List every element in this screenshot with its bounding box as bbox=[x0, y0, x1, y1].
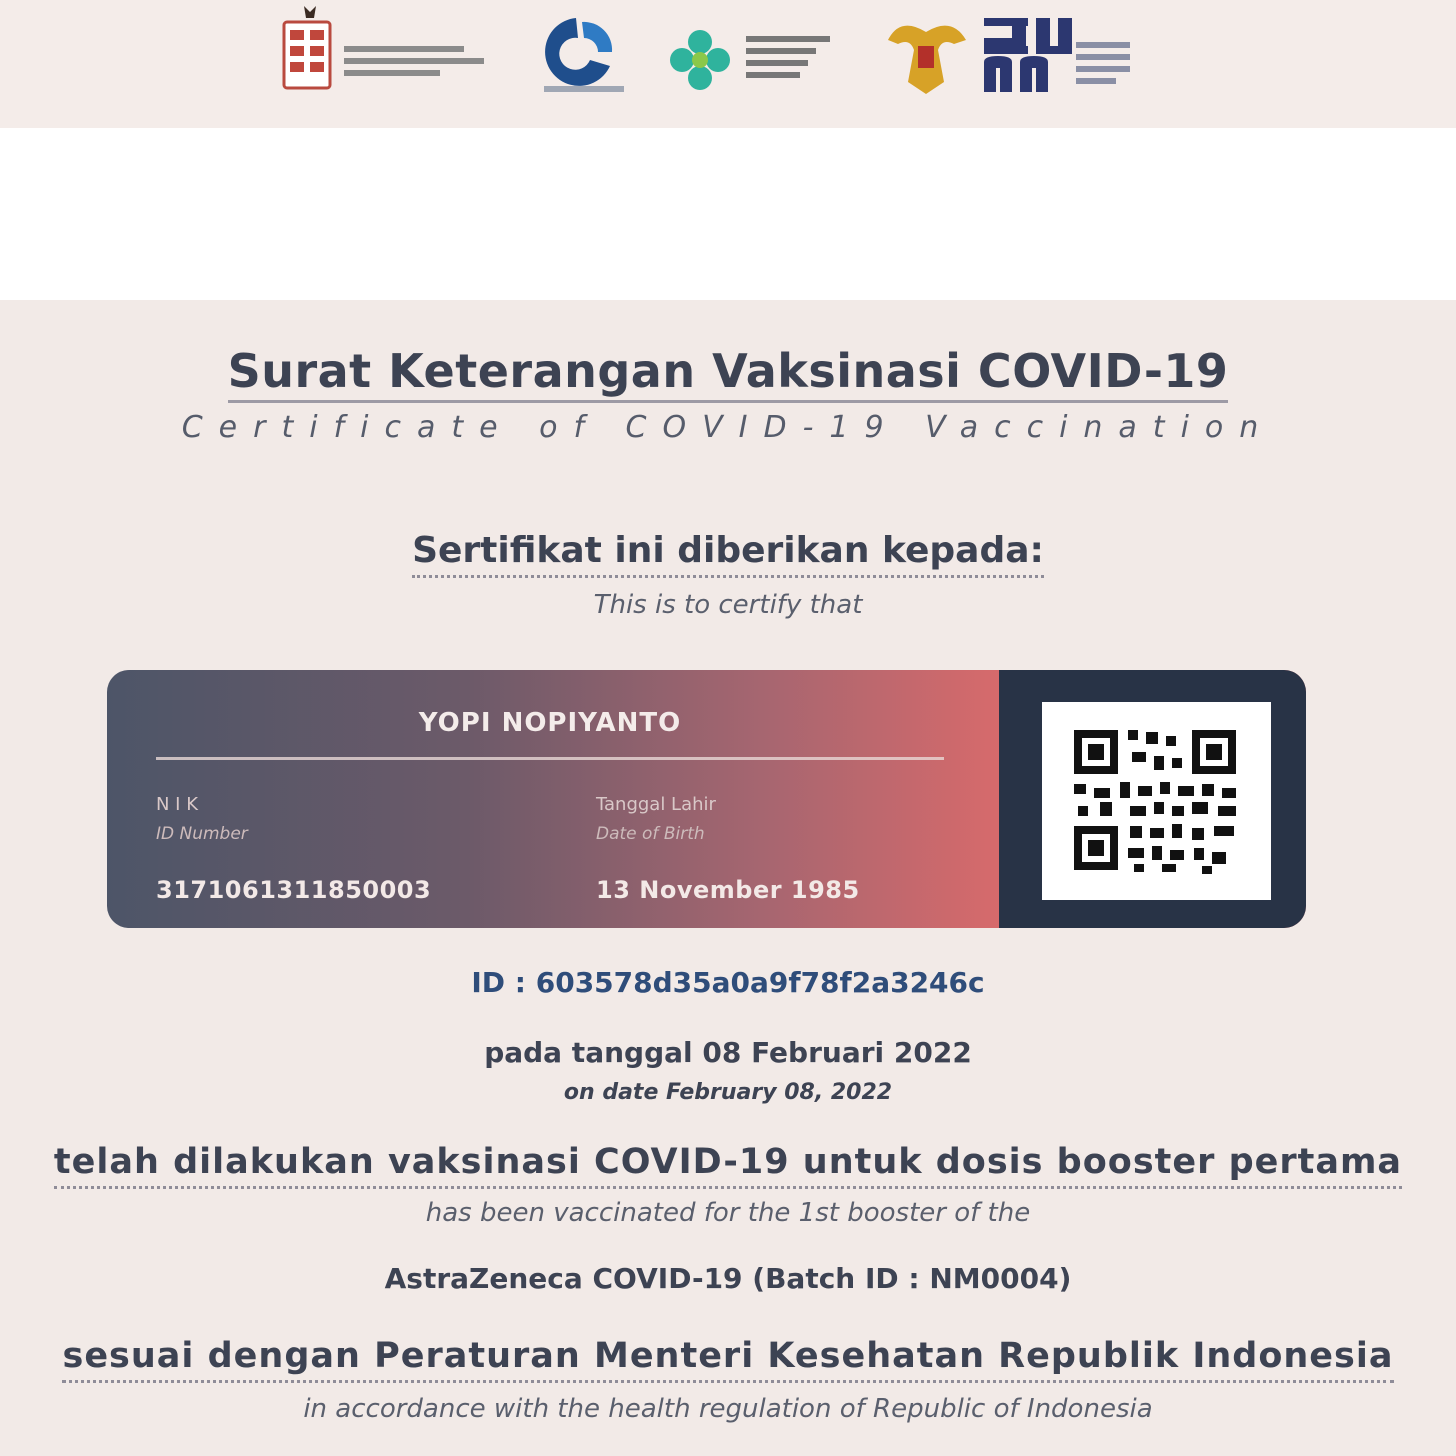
certificate-id: ID : 603578d35a0a9f78f2a3246c bbox=[471, 966, 985, 999]
vaccination-date-en: on date February 08, 2022 bbox=[563, 1080, 893, 1105]
date-block bbox=[0, 1036, 1456, 1069]
logo-header bbox=[0, 0, 1456, 128]
dob-label-en: Date of Birth bbox=[596, 824, 705, 844]
certificate-title: Surat Keterangan Vaksinasi COVID-19 bbox=[228, 344, 1229, 403]
statement-block bbox=[0, 1142, 1456, 1189]
kominfo-logo bbox=[538, 8, 628, 98]
certificate-subtitle: Certificate of COVID-19 Vaccination bbox=[181, 410, 1275, 445]
subtitle-block bbox=[0, 410, 1456, 445]
statement: telah dilakukan vaksinasi COVID-19 untuk dosis booster pertama bbox=[54, 1142, 1402, 1189]
regulation-en-block bbox=[0, 1394, 1456, 1424]
statement-en-block bbox=[0, 1198, 1456, 1228]
id-block bbox=[0, 966, 1456, 999]
nik-label-en: ID Number bbox=[156, 824, 248, 844]
date-en-block bbox=[0, 1080, 1456, 1105]
vaccine-block bbox=[0, 1262, 1456, 1295]
given-to-block bbox=[0, 530, 1456, 578]
holder-name: YOPI NOPIYANTO bbox=[418, 708, 682, 738]
nik-label: N I K bbox=[156, 794, 199, 815]
nik-value: 3171061311850003 bbox=[156, 876, 432, 904]
dob-label: Tanggal Lahir bbox=[596, 794, 716, 815]
regulation-en: in accordance with the health regulation of Republic of Indonesia bbox=[303, 1394, 1153, 1424]
statement-en: has been vaccinated for the 1st booster of the bbox=[425, 1198, 1031, 1228]
title-block bbox=[0, 344, 1456, 403]
given-to-subheading: This is to certify that bbox=[593, 590, 863, 620]
vaccination-date: pada tanggal 08 Februari 2022 bbox=[484, 1036, 972, 1069]
blank-band bbox=[0, 128, 1456, 300]
qr-code-icon bbox=[1042, 702, 1271, 900]
regulation: sesuai dengan Peraturan Menteri Kesehatan Republik Indonesia bbox=[62, 1336, 1393, 1383]
qr-code bbox=[1042, 702, 1271, 900]
bumn-logo bbox=[880, 10, 1140, 100]
regulation-block bbox=[0, 1336, 1456, 1383]
vaccine-name: AstraZeneca COVID-19 (Batch ID : NM0004) bbox=[384, 1262, 1072, 1295]
name-divider bbox=[156, 757, 944, 760]
given-to-en-block bbox=[0, 590, 1456, 620]
dob-value: 13 November 1985 bbox=[596, 876, 860, 904]
given-to-heading: Sertifikat ini diberikan kepada: bbox=[412, 530, 1044, 578]
kemenko-logo bbox=[278, 4, 490, 94]
kemenkes-logo bbox=[664, 22, 840, 94]
